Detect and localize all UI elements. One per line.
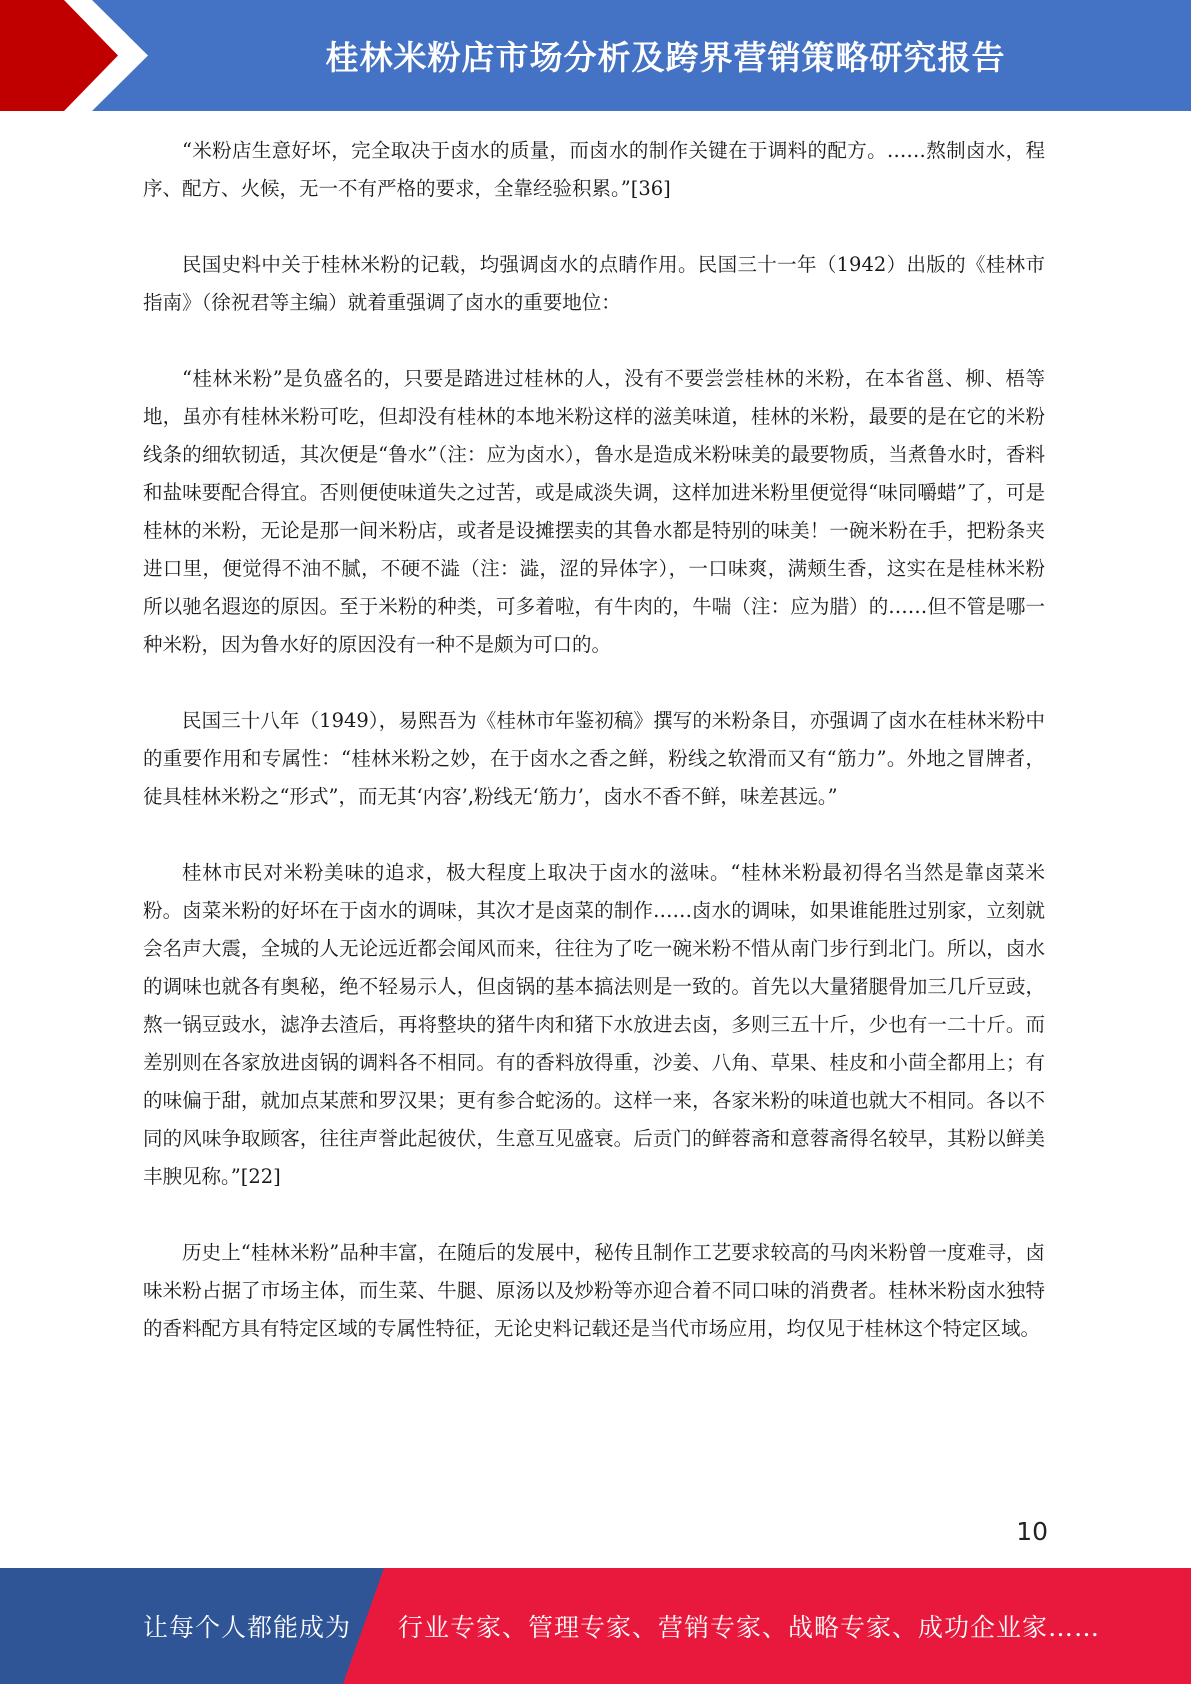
- paragraph-republic-records: 民国史料中关于桂林米粉的记载，均强调卤水的点睛作用。民国三十一年（1942）出版的《桂林市指南》（徐祝君等主编）就着重强调了卤水的重要地位：: [143, 253, 1045, 314]
- footer-slogan-left: 让每个人都能成为: [143, 1613, 352, 1642]
- paragraph-guilin-guide-quote: “桂林米粉”是负盛名的，只要是踏进过桂林的人，没有不要尝尝桂林的米粉，在本省邕、柳、梧等地，虽亦有桂林米粉可吃，但却没有桂林的本地米粉这样的滋美味道，桂林的米粉，最要的是在它的米粉线条的细软韧适，其次便是“鲁水”（注：应为卤水），鲁水是造成米粉味美的最要物质，当煮鲁水时，香料和盐味要配合得宜。否则便使味道失之过苦，或是咸淡失调，这样加进米粉里便觉得“味同嚼蜡”了，可是桂林的米粉，无论是那一间米粉店，或者是设摊摆卖的其鲁水都是特别的味美！一碗米粉在手，把粉条夹进口里，便觉得不油不腻，不硬不澁（注：澁，涩的异体字），一口味爽，满颊生香，这实在是桂林米粉所以驰名遐迩的原因。至于米粉的种类，可多着啦，有牛肉的，牛喘（注：应为腊）的……但不管是哪一种米粉，因为鲁水好的原因没有一种不是颇为可口的。: [143, 367, 1045, 656]
- paragraph-yearbook-1949: 民国三十八年（1949），易熙吾为《桂林市年鉴初稿》撰写的米粉条目，亦强调了卤水在桂林米粉中的重要作用和专属性：“桂林米粉之妙，在于卤水之香之鲜，粉线之软滑而又有“筋力”。外地之冒牌者，徒具桂林米粉之“形式”，而无其‘内容’,粉线无‘筋力’，卤水不香不鲜，味差甚远。”: [143, 709, 1045, 808]
- header-arrow-icon: [0, 0, 170, 111]
- page-header: [0, 0, 1191, 111]
- paragraph-citizen-pursuit: 桂林市民对米粉美味的追求，极大程度上取决于卤水的滋味。“桂林米粉最初得名当然是靠卤菜米粉。卤菜米粉的好坏在于卤水的调味，其次才是卤菜的制作……卤水的调味，如果谁能胜过别家，立刻就会名声大震，全城的人无论远近都会闻风而来，往往为了吃一碗米粉不惜从南门步行到北门。所以，卤水的调味也就各有奥秘，绝不轻易示人，但卤锅的基本搞法则是一致的。首先以大量猪腿骨加三几斤豆豉，熬一锅豆豉水，滤净去渣后，再将整块的猪牛肉和猪下水放进去卤，多则三五十斤，少也有一二十斤。而差别则在各家放进卤锅的调料各不相同。有的香料放得重，沙姜、八角、草果、桂皮和小茴全都用上；有的味偏于甜，就加点某蔗和罗汉果；更有参合蛇汤的。这样一来，各家米粉的味道也就大不相同。各以不同的风味争取顾客，往往声誉此起彼伏，生意互见盛衰。后贡门的鲜蓉斋和意蓉斋得名较早，其粉以鲜美丰腴见称。”[22]: [143, 861, 1045, 1188]
- paragraph-history-varieties: 历史上“桂林米粉”品种丰富，在随后的发展中，秘传且制作工艺要求较高的马肉米粉曾一度难寻，卤味米粉占据了市场主体，而生菜、牛腿、原汤以及炒粉等亦迎合着不同口味的消费者。桂林米粉卤水独特的香料配方具有特定区域的专属性特征，无论史料记载还是当代市场应用，均仅见于桂林这个特定区域。: [143, 1241, 1045, 1340]
- paragraph-quote-brine: “米粉店生意好坏，完全取决于卤水的质量，而卤水的制作关键在于调料的配方。……熬制卤水，程序、配方、火候，无一不有严格的要求，全靠经验积累。”[36]: [143, 139, 1045, 200]
- page-number: 10: [1016, 1517, 1048, 1546]
- report-title: 桂林米粉店市场分析及跨界营销策略研究报告: [325, 38, 1006, 77]
- document-body: [143, 132, 1045, 1386]
- page-footer: [0, 1568, 1191, 1684]
- footer-slogan-right: 行业专家、管理专家、营销专家、战略专家、成功企业家……: [398, 1613, 1101, 1642]
